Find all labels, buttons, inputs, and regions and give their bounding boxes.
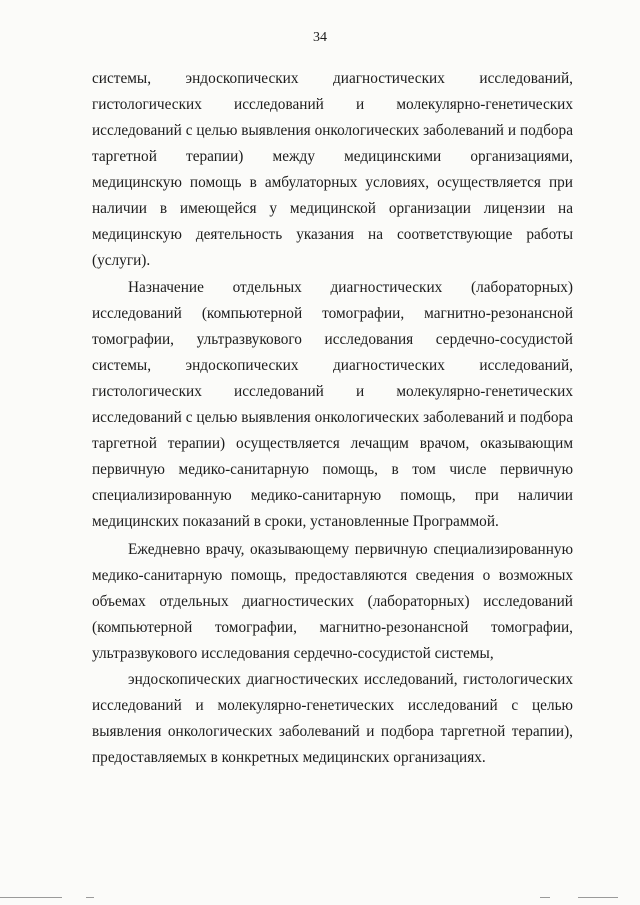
text-line: Ежедневно врачу, оказывающему первичную специализированную: [128, 541, 573, 558]
paragraph-3: [92, 537, 573, 667]
text-line: исследований и молекулярно-генетических исследований с целью: [92, 697, 573, 714]
text-line: медицинских показаний в сроки, установленные Программой.: [92, 513, 499, 530]
text-line: гистологических исследований и молекулярно-генетических: [92, 96, 573, 113]
text-line: исследований с целью выявления онкологических заболеваний и подбора: [92, 122, 573, 139]
scan-artifact-line: [578, 897, 618, 898]
text-line: специализированную медико-санитарную помощь, при наличии: [92, 487, 573, 504]
text-line: медико-санитарную помощь, предоставляются сведения о возможных: [92, 567, 573, 584]
scan-artifact-line: [86, 897, 94, 898]
text-line: ультразвукового исследования сердечно-сосудистой системы,: [92, 645, 494, 662]
text-line: исследований (компьютерной томографии, магнитно-резонансной: [92, 305, 573, 322]
scan-artifact-line: [540, 897, 550, 898]
paragraph-1: [92, 66, 573, 274]
text-line: наличии в имеющейся у медицинской организации лицензии на: [92, 200, 573, 217]
text-line: системы, эндоскопических диагностических исследований,: [92, 357, 573, 374]
text-line: предоставляемых в конкретных медицинских организациях.: [92, 749, 486, 766]
text-line: (компьютерной томографии, магнитно-резонансной томографии,: [92, 619, 573, 636]
paragraph-4: [92, 667, 573, 771]
paragraph-2: [92, 275, 573, 535]
page-number: 34: [313, 30, 327, 45]
text-line: эндоскопических диагностических исследований, гистологических: [128, 671, 573, 688]
text-line: объемах отдельных диагностических (лабораторных) исследований: [92, 593, 573, 610]
text-line: исследований с целью выявления онкологических заболеваний и подбора: [92, 409, 573, 426]
text-line: томографии, ультразвукового исследования сердечно-сосудистой: [92, 331, 573, 348]
text-line: первичную медико-санитарную помощь, в том числе первичную: [92, 461, 573, 478]
text-line: таргетной терапии) осуществляется лечащим врачом, оказывающим: [92, 435, 573, 452]
text-line: таргетной терапии) между медицинскими организациями,: [92, 148, 573, 165]
text-line: выявления онкологических заболеваний и подбора таргетной терапии),: [92, 723, 573, 740]
text-line: гистологических исследований и молекулярно-генетических: [92, 383, 573, 400]
text-line: системы, эндоскопических диагностических исследований,: [92, 70, 573, 87]
scan-artifact-line: [0, 897, 62, 898]
text-line: Назначение отдельных диагностических (лабораторных): [128, 279, 573, 296]
text-line: (услуги).: [92, 252, 151, 269]
text-line: медицинскую деятельность указания на соответствующие работы: [92, 226, 573, 243]
text-line: медицинскую помощь в амбулаторных условиях, осуществляется при: [92, 174, 573, 191]
